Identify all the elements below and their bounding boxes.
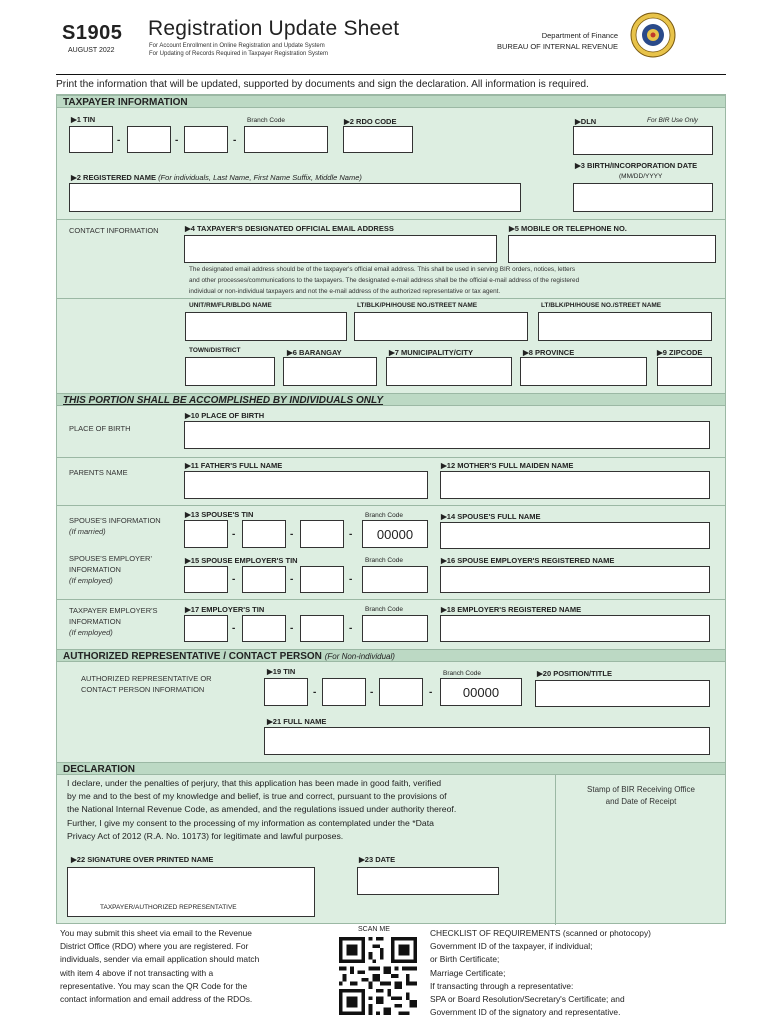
spouse-emp-tin-label: ▶15 SPOUSE EMPLOYER'S TIN [185, 556, 298, 565]
zipcode-label: ▶9 ZIPCODE [657, 348, 703, 357]
agency-block [470, 30, 618, 52]
employer-name-input[interactable] [440, 615, 710, 642]
municipality-label: ▶7 MUNICIPALITY/CITY [389, 348, 473, 357]
row-divider [57, 599, 725, 600]
tin-dash: - [232, 623, 236, 634]
date-input[interactable] [357, 867, 499, 895]
employer-tin-label: ▶17 EMPLOYER'S TIN [185, 605, 265, 614]
tin-dash: - [313, 687, 317, 698]
spouse-emp-branch-label: Branch Code [365, 557, 403, 564]
section-individuals: THIS PORTION SHALL BE ACCOMPLISHED BY INDIVIDUALS ONLY [57, 393, 725, 406]
row-divider [57, 505, 725, 506]
stamp-divider [555, 775, 556, 925]
submission-line: You may submit this sheet via email to the Revenue [60, 928, 252, 938]
dln-input[interactable] [573, 126, 713, 155]
rep-fullname-input[interactable] [264, 727, 710, 755]
birth-date-input[interactable] [573, 183, 713, 212]
checklist-title: CHECKLIST OF REQUIREMENTS (scanned or photocopy) [430, 928, 651, 938]
tin-dash: - [232, 529, 236, 540]
checklist-item: or Birth Certificate; [430, 954, 500, 965]
bureau-name: BUREAU OF INTERNAL REVENUE [497, 42, 618, 51]
pob-side-label: PLACE OF BIRTH [69, 424, 131, 433]
subtitle-updating: For Updating of Records Required in Taxpayer Registration System [149, 51, 328, 57]
mother-label: ▶12 MOTHER'S FULL MAIDEN NAME [441, 461, 574, 470]
position-input[interactable] [535, 680, 710, 707]
employer-name-label: ▶18 EMPLOYER'S REGISTERED NAME [441, 605, 582, 614]
spouse-tin-3-input[interactable] [300, 520, 344, 548]
stamp-text: and Date of Receipt [605, 797, 677, 806]
employer-branch-label: Branch Code [365, 606, 403, 613]
municipality-input[interactable] [386, 357, 512, 386]
submission-line: individuals, sender via email application should match [60, 954, 260, 965]
street-label-1: LT/BLK/PH/HOUSE NO./STREET NAME [357, 302, 478, 309]
pob-label: ▶10 PLACE OF BIRTH [185, 411, 265, 420]
parents-side-label: PARENTS NAME [69, 468, 128, 477]
rep-tin-2-input[interactable] [322, 678, 366, 706]
submission-line: with item 4 above if not transacting with a [60, 967, 214, 978]
employer-branch-input[interactable] [362, 615, 428, 642]
declaration-text [67, 777, 456, 843]
declaration-line: I declare, under the penalties of perjury, that this application has been made in good faith, verified [67, 778, 442, 788]
subtitle-enrollment: For Account Enrollment in Online Registration and Update System [149, 43, 325, 49]
barangay-input[interactable] [283, 357, 377, 386]
mobile-input[interactable] [508, 235, 716, 263]
signature-label: ▶22 SIGNATURE OVER PRINTED NAME [71, 855, 214, 864]
tin-dash: - [290, 529, 294, 540]
street-input-1[interactable] [354, 312, 528, 341]
tin-dash: - [370, 687, 374, 698]
page-title: Registration Update Sheet [148, 17, 400, 40]
form-code: S1905 [62, 22, 123, 44]
declaration-line: Privacy Act of 2012 (R.A. No. 10173) for legitimate and lawful purposes. [67, 830, 344, 841]
spouse-emp-tin-3-input[interactable] [300, 566, 344, 593]
section-declaration: DECLARATION [57, 762, 725, 775]
town-label: TOWN/DISTRICT [189, 347, 241, 354]
tin-dash: - [233, 135, 237, 146]
street-input-2[interactable] [538, 312, 712, 341]
form-date: AUGUST 2022 [68, 47, 115, 54]
spouse-name-label: ▶14 SPOUSE'S FULL NAME [441, 512, 541, 521]
employer-tin-2-input[interactable] [242, 615, 286, 642]
father-input[interactable] [184, 471, 428, 499]
email-note-2: and other processes/communications to the taxpayers. The designated e-mail address shall be the official e-mail address of the registered [189, 277, 580, 284]
tin-dash: - [175, 135, 179, 146]
header-rule [56, 74, 726, 75]
stamp-text: Stamp of BIR Receiving Office [587, 785, 695, 794]
email-note-3: individual or non-individual taxpayers and not the e-mail address of the authorized representative or tax agent. [189, 288, 501, 295]
row-divider [57, 219, 725, 220]
spouse-name-input[interactable] [440, 522, 710, 549]
submission-line: representative. You may scan the QR Code for the [60, 980, 248, 991]
dln-label: ▶DLN [575, 117, 597, 126]
bir-seal-icon [630, 12, 676, 58]
spouse-side-label: SPOUSE'S INFORMATION (If married) [69, 516, 161, 536]
spouse-tin-1-input[interactable] [184, 520, 228, 548]
stamp-area [557, 784, 725, 808]
rdo-code-input[interactable] [343, 126, 413, 153]
declaration-line: Further, I give my consent to the processing of my information as contemplated under the *Data [67, 817, 434, 828]
declaration-line: the National Internal Revenue Code, as amended, and the regulations issued under authority thereof. [67, 804, 457, 815]
instructions: Print the information that will be updated, supported by documents and sign the declaration. All information is required. [56, 79, 589, 90]
spouse-emp-tin-2-input[interactable] [242, 566, 286, 593]
requirements-checklist [430, 927, 651, 1019]
spouse-emp-name-label: ▶16 SPOUSE EMPLOYER'S REGISTERED NAME [441, 556, 615, 565]
employer-tin-1-input[interactable] [184, 615, 228, 642]
rep-tin-label: ▶19 TIN [267, 667, 296, 676]
spouse-branch-label: Branch Code [365, 512, 403, 519]
rdo-label: ▶2 RDO CODE [344, 117, 397, 126]
checklist-item: Government ID of the signatory and representative. [430, 1007, 621, 1018]
spouse-tin-2-input[interactable] [242, 520, 286, 548]
tin-dash: - [429, 687, 433, 698]
bir-use-note: For BIR Use Only [647, 117, 698, 124]
employer-tin-3-input[interactable] [300, 615, 344, 642]
tin-dash: - [290, 623, 294, 634]
position-label: ▶20 POSITION/TITLE [537, 669, 612, 678]
registered-name-label: ▶2 REGISTERED NAME (For individuals, Last Name, First Name Suffix, Middle Name) [71, 173, 362, 182]
pob-input[interactable] [184, 421, 710, 449]
rep-branch-input[interactable] [440, 678, 522, 706]
signature-input[interactable] [67, 867, 315, 917]
street-label-2: LT/BLK/PH/HOUSE NO./STREET NAME [541, 302, 662, 309]
submission-line: contact information and email address of the RDOs. [60, 994, 253, 1005]
tin-dash: - [349, 623, 353, 634]
submission-line: District Office (RDO) where you are registered. For [60, 941, 249, 952]
date-label: ▶23 DATE [359, 855, 396, 864]
registered-name-input[interactable] [69, 183, 521, 212]
zipcode-input[interactable] [657, 357, 712, 386]
tin-dash: - [349, 574, 353, 585]
email-label: ▶4 TAXPAYER'S DESIGNATED OFFICIAL EMAIL ADDRESS [185, 224, 394, 233]
province-label: ▶8 PROVINCE [523, 348, 575, 357]
branch-code-label: Branch Code [247, 117, 285, 124]
mobile-label: ▶5 MOBILE OR TELEPHONE NO. [509, 224, 627, 233]
rep-tin-3-input[interactable] [379, 678, 423, 706]
representative-side-label: AUTHORIZED REPRESENTATIVE OR CONTACT PERSON INFORMATION [81, 674, 212, 694]
taxpayer-employer-side-label: TAXPAYER EMPLOYER'S INFORMATION (If employed) [69, 606, 158, 637]
email-note-1: The designated email address should be of the taxpayer's official email address. This shall be used in serving BIR orders, notices, letters [189, 266, 576, 273]
signature-caption: TAXPAYER/AUTHORIZED REPRESENTATIVE [100, 904, 237, 911]
birth-date-format: (MM/DD/YYYY [619, 173, 663, 180]
email-input[interactable] [184, 235, 497, 263]
rep-branch-value: 00000 [462, 685, 500, 700]
province-input[interactable] [520, 357, 647, 386]
spouse-emp-tin-1-input[interactable] [184, 566, 228, 593]
department-name: Department of Finance [541, 31, 618, 40]
section-representative: AUTHORIZED REPRESENTATIVE / CONTACT PERSON (For Non-individual) [57, 649, 725, 662]
submission-instructions [60, 927, 322, 1006]
spouse-emp-name-input[interactable] [440, 566, 710, 593]
fullname-label: ▶21 FULL NAME [267, 717, 327, 726]
mother-input[interactable] [440, 471, 710, 499]
spouse-branch-input[interactable] [362, 520, 428, 548]
rep-tin-1-input[interactable] [264, 678, 308, 706]
tin-dash: - [349, 529, 353, 540]
unit-label: UNIT/RM/FLR/BLDG NAME [189, 302, 272, 309]
contact-info-side-label: CONTACT INFORMATION [69, 226, 159, 235]
tin-part-3-input[interactable] [184, 126, 228, 153]
barangay-label: ▶6 BARANGAY [287, 348, 342, 357]
row-divider [57, 298, 725, 299]
checklist-item: SPA or Board Resolution/Secretary's Certificate; and [430, 994, 625, 1005]
tin-label: ▶1 TIN [71, 115, 96, 124]
spouse-tin-label: ▶13 SPOUSE'S TIN [185, 510, 254, 519]
checklist-item: Marriage Certificate; [430, 967, 506, 978]
tin-part-1-input[interactable] [69, 126, 113, 153]
birth-date-label: ▶3 BIRTH/INCORPORATION DATE [575, 161, 698, 170]
checklist-item: Government ID of the taxpayer, if individual; [430, 941, 593, 952]
tin-dash: - [290, 574, 294, 585]
section-taxpayer-info: TAXPAYER INFORMATION [57, 95, 725, 108]
form-body [56, 94, 726, 924]
row-divider [57, 457, 725, 458]
spouse-branch-value: 00000 [376, 527, 414, 542]
tin-dash: - [232, 574, 236, 585]
declaration-line: by me and to the best of my knowledge and belief, is true and correct, pursuant to the provisions of [67, 791, 447, 802]
spouse-employer-side-label: SPOUSE'S EMPLOYER' INFORMATION (If employed) [69, 554, 152, 585]
father-label: ▶11 FATHER'S FULL NAME [185, 461, 283, 470]
spouse-emp-branch-input[interactable] [362, 566, 428, 593]
rep-branch-label: Branch Code [443, 670, 481, 677]
branch-code-input[interactable] [244, 126, 328, 153]
tin-dash: - [117, 135, 121, 146]
unit-input[interactable] [185, 312, 347, 341]
scan-me-label: SCAN ME [358, 926, 390, 933]
qr-code-icon[interactable] [337, 937, 419, 1015]
tin-part-2-input[interactable] [127, 126, 171, 153]
town-input[interactable] [185, 357, 275, 386]
checklist-item: If transacting through a representative: [430, 980, 574, 991]
